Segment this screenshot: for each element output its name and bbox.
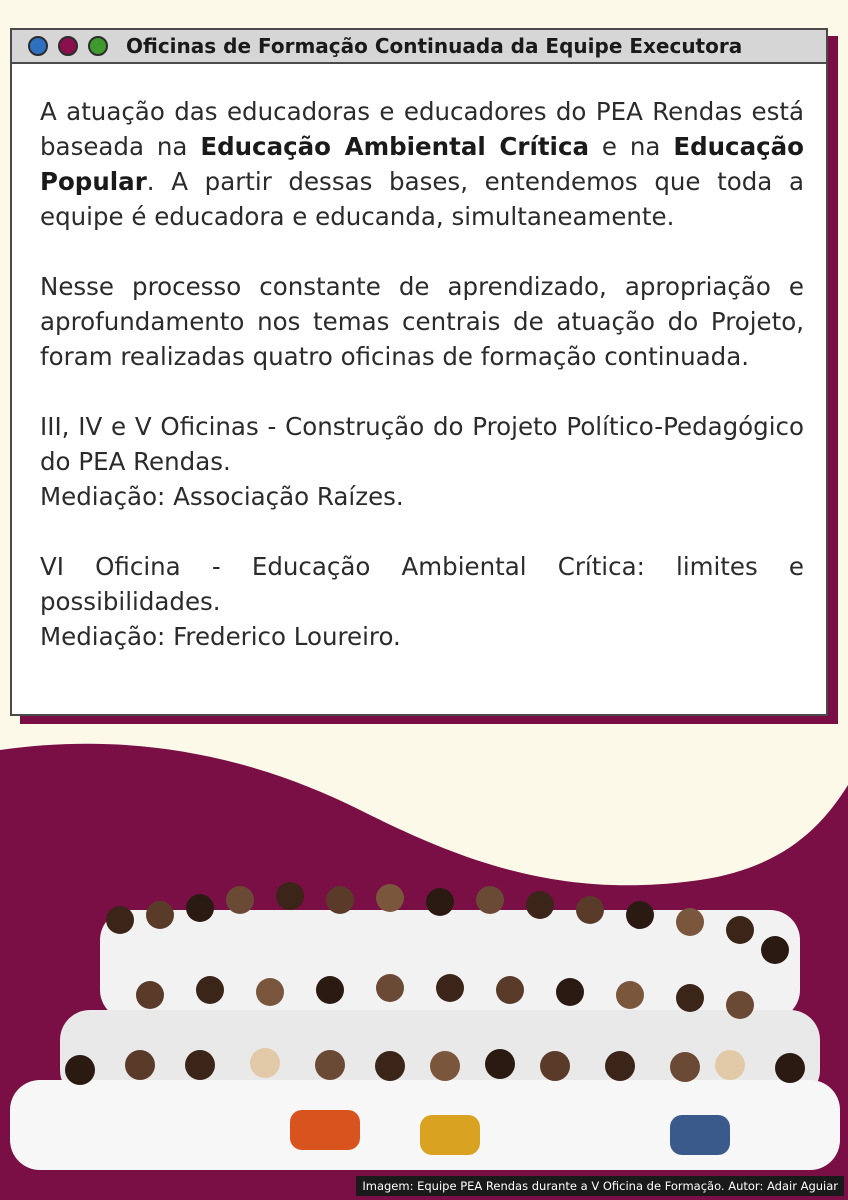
intro-text-1: A atuação das educadoras e educadores do PEA Rendas está baseada na — [40, 97, 804, 161]
intro-text-2: e na — [589, 132, 674, 161]
blue-dot-icon — [28, 36, 48, 56]
workshop-block-2 — [40, 549, 804, 654]
info-window — [10, 28, 828, 716]
intro-bold-2: Educação Popular — [40, 132, 804, 196]
workshop-1-title: III, IV e V Oficinas - Construção do Projeto Político-Pedagógico do PEA Rendas. — [40, 412, 804, 476]
paragraph-process: Nesse processo constante de aprendizado, apropriação e aprofundamento nos temas centrais de atuação do Projeto, foram realizadas quatro oficinas de formação continuada. — [40, 272, 804, 371]
intro-bold-1: Educação Ambiental Crítica — [200, 132, 590, 161]
workshop-1-mediation: Mediação: Associação Raízes. — [40, 482, 404, 511]
workshop-block-1 — [40, 409, 804, 514]
photo-caption: Imagem: Equipe PEA Rendas durante a V Oficina de Formação. Autor: Adair Aguiar — [356, 1176, 844, 1196]
window-content — [40, 94, 804, 689]
window-title: Oficinas de Formação Continuada da Equipe Executora — [126, 34, 743, 58]
green-dot-icon — [88, 36, 108, 56]
window-titlebar — [12, 30, 826, 64]
workshop-2-mediation: Mediação: Frederico Loureiro. — [40, 622, 401, 651]
window-panel — [10, 28, 828, 716]
workshop-2-title: VI Oficina - Educação Ambiental Crítica: limites e possibilidades. — [40, 552, 804, 616]
team-group-photo — [0, 860, 848, 1180]
paragraph-intro — [40, 94, 804, 234]
intro-text-3: . A partir dessas bases, entendemos que toda a equipe é educadora e educanda, simultaneamente. — [40, 167, 804, 231]
maroon-dot-icon — [58, 36, 78, 56]
